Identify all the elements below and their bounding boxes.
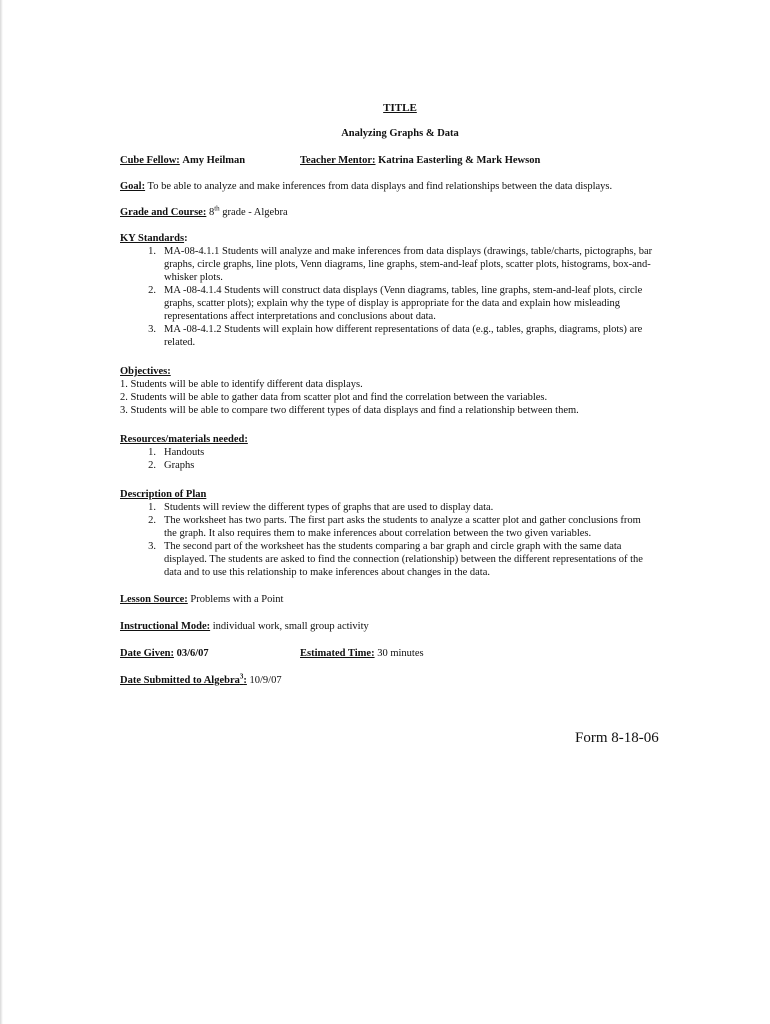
list-item: 2. Graphs [148,460,195,471]
list-item: 2. The worksheet has two parts. The first part asks the students to analyze a scatter plot and gather conclusions from the graph. It also requires them to make inferences about correlation between the two given variables. [148,515,641,539]
grade-superscript: th [214,204,220,213]
estimated-time-value: 30 minutes [377,648,424,659]
objectives-label: Objectives: [120,366,171,377]
cube-fellow-value: Amy Heilman [182,155,246,166]
list-item: 1. MA-08-4.1.1 Students will analyze and make inferences from data displays (drawings, table/charts, pictographs, bar graphs, circle graphs, line plots, Venn diagrams, line graphs, stem-and-leaf plots, scatter plots, histograms, box-and-whisker plots. [148,246,653,283]
goal-value: To be able to analyze and make inferences from data displays and find relationships between the data displays. [147,181,613,192]
ky-standards [120,232,660,349]
date-given-label: Date Given: [120,648,174,659]
list-item: 3. MA -08-4.1.2 Students will explain how different representations of data (e.g., tables, graphs, diagrams, plots) are related. [148,324,643,348]
goal-label: Goal: [120,181,146,192]
grade-course-value: grade - Algebra [222,207,288,218]
objectives [120,365,660,417]
instructional-mode [120,620,660,633]
estimated-time [300,647,424,660]
date-time-row [120,647,660,660]
date-given [120,647,300,660]
form-number: Form 8-18-06 [575,730,659,746]
estimated-time-label: Estimated Time: [300,648,375,659]
list-item: 1. Students will review the different types of graphs that are used to display data. [148,502,494,513]
lesson-source [120,593,660,606]
ky-standards-heading: KY Standards: [120,233,188,244]
grade-number: 8 [208,207,215,218]
instructional-mode-label: Instructional Mode: [120,621,211,632]
resources [120,433,660,472]
fellow-mentor-row [120,154,660,167]
lesson-plan [120,102,660,687]
goal [120,180,660,193]
plan-label: Description of Plan [120,489,207,500]
cube-fellow-label: Cube Fellow: [120,155,180,166]
doc-subtitle: Analyzing Graphs & Data [341,128,459,139]
lesson-source-value: Problems with a Point [190,594,284,605]
plan-list [120,501,660,579]
date-submitted [120,674,660,687]
objective-item: 1. Students will be able to identify different data displays. [120,379,363,390]
lesson-source-label: Lesson Source: [120,594,188,605]
teacher-mentor [300,154,540,167]
grade-course [120,206,660,219]
list-item: 1. Handouts [148,447,205,458]
list-item: 3. The second part of the worksheet has the students comparing a bar graph and circle graph with the same data displayed. The students are asked to find the connection (relationship) between the different representations of the data and to use this relationship to make inferences about changes in the data. [148,541,643,578]
objective-item: 3. Students will be able to compare two different types of data displays and find a relationship between them. [120,405,579,416]
list-item: 2. MA -08-4.1.4 Students will construct data displays (Venn diagrams, tables, line graphs, stem-and-leaf plots, circle graphs, scatter plots); explain why the type of display is appropriate for the data and explain how misleading representations affect interpretations and conclusions about data. [148,285,643,322]
grade-course-label: Grade and Course: [120,207,207,218]
doc-title: TITLE [383,102,417,114]
ky-standards-list [120,245,660,349]
date-given-value: 03/6/07 [176,648,209,659]
instructional-mode-value: individual work, small group activity [212,621,369,632]
date-submitted-label: Date Submitted to Algebra$^3$: [120,672,247,686]
resources-list [120,446,660,472]
date-submitted-value: 10/9/07 [249,675,282,686]
teacher-mentor-label: Teacher Mentor: [300,155,376,166]
ky-standards-label: KY Standards [120,233,185,244]
plan [120,488,660,579]
cube-fellow [120,154,300,167]
teacher-mentor-value: Katrina Easterling & Mark Hewson [378,155,541,166]
resources-label: Resources/materials needed: [120,434,248,445]
objective-item: 2. Students will be able to gather data from scatter plot and find the correlation between the variables. [120,392,548,403]
